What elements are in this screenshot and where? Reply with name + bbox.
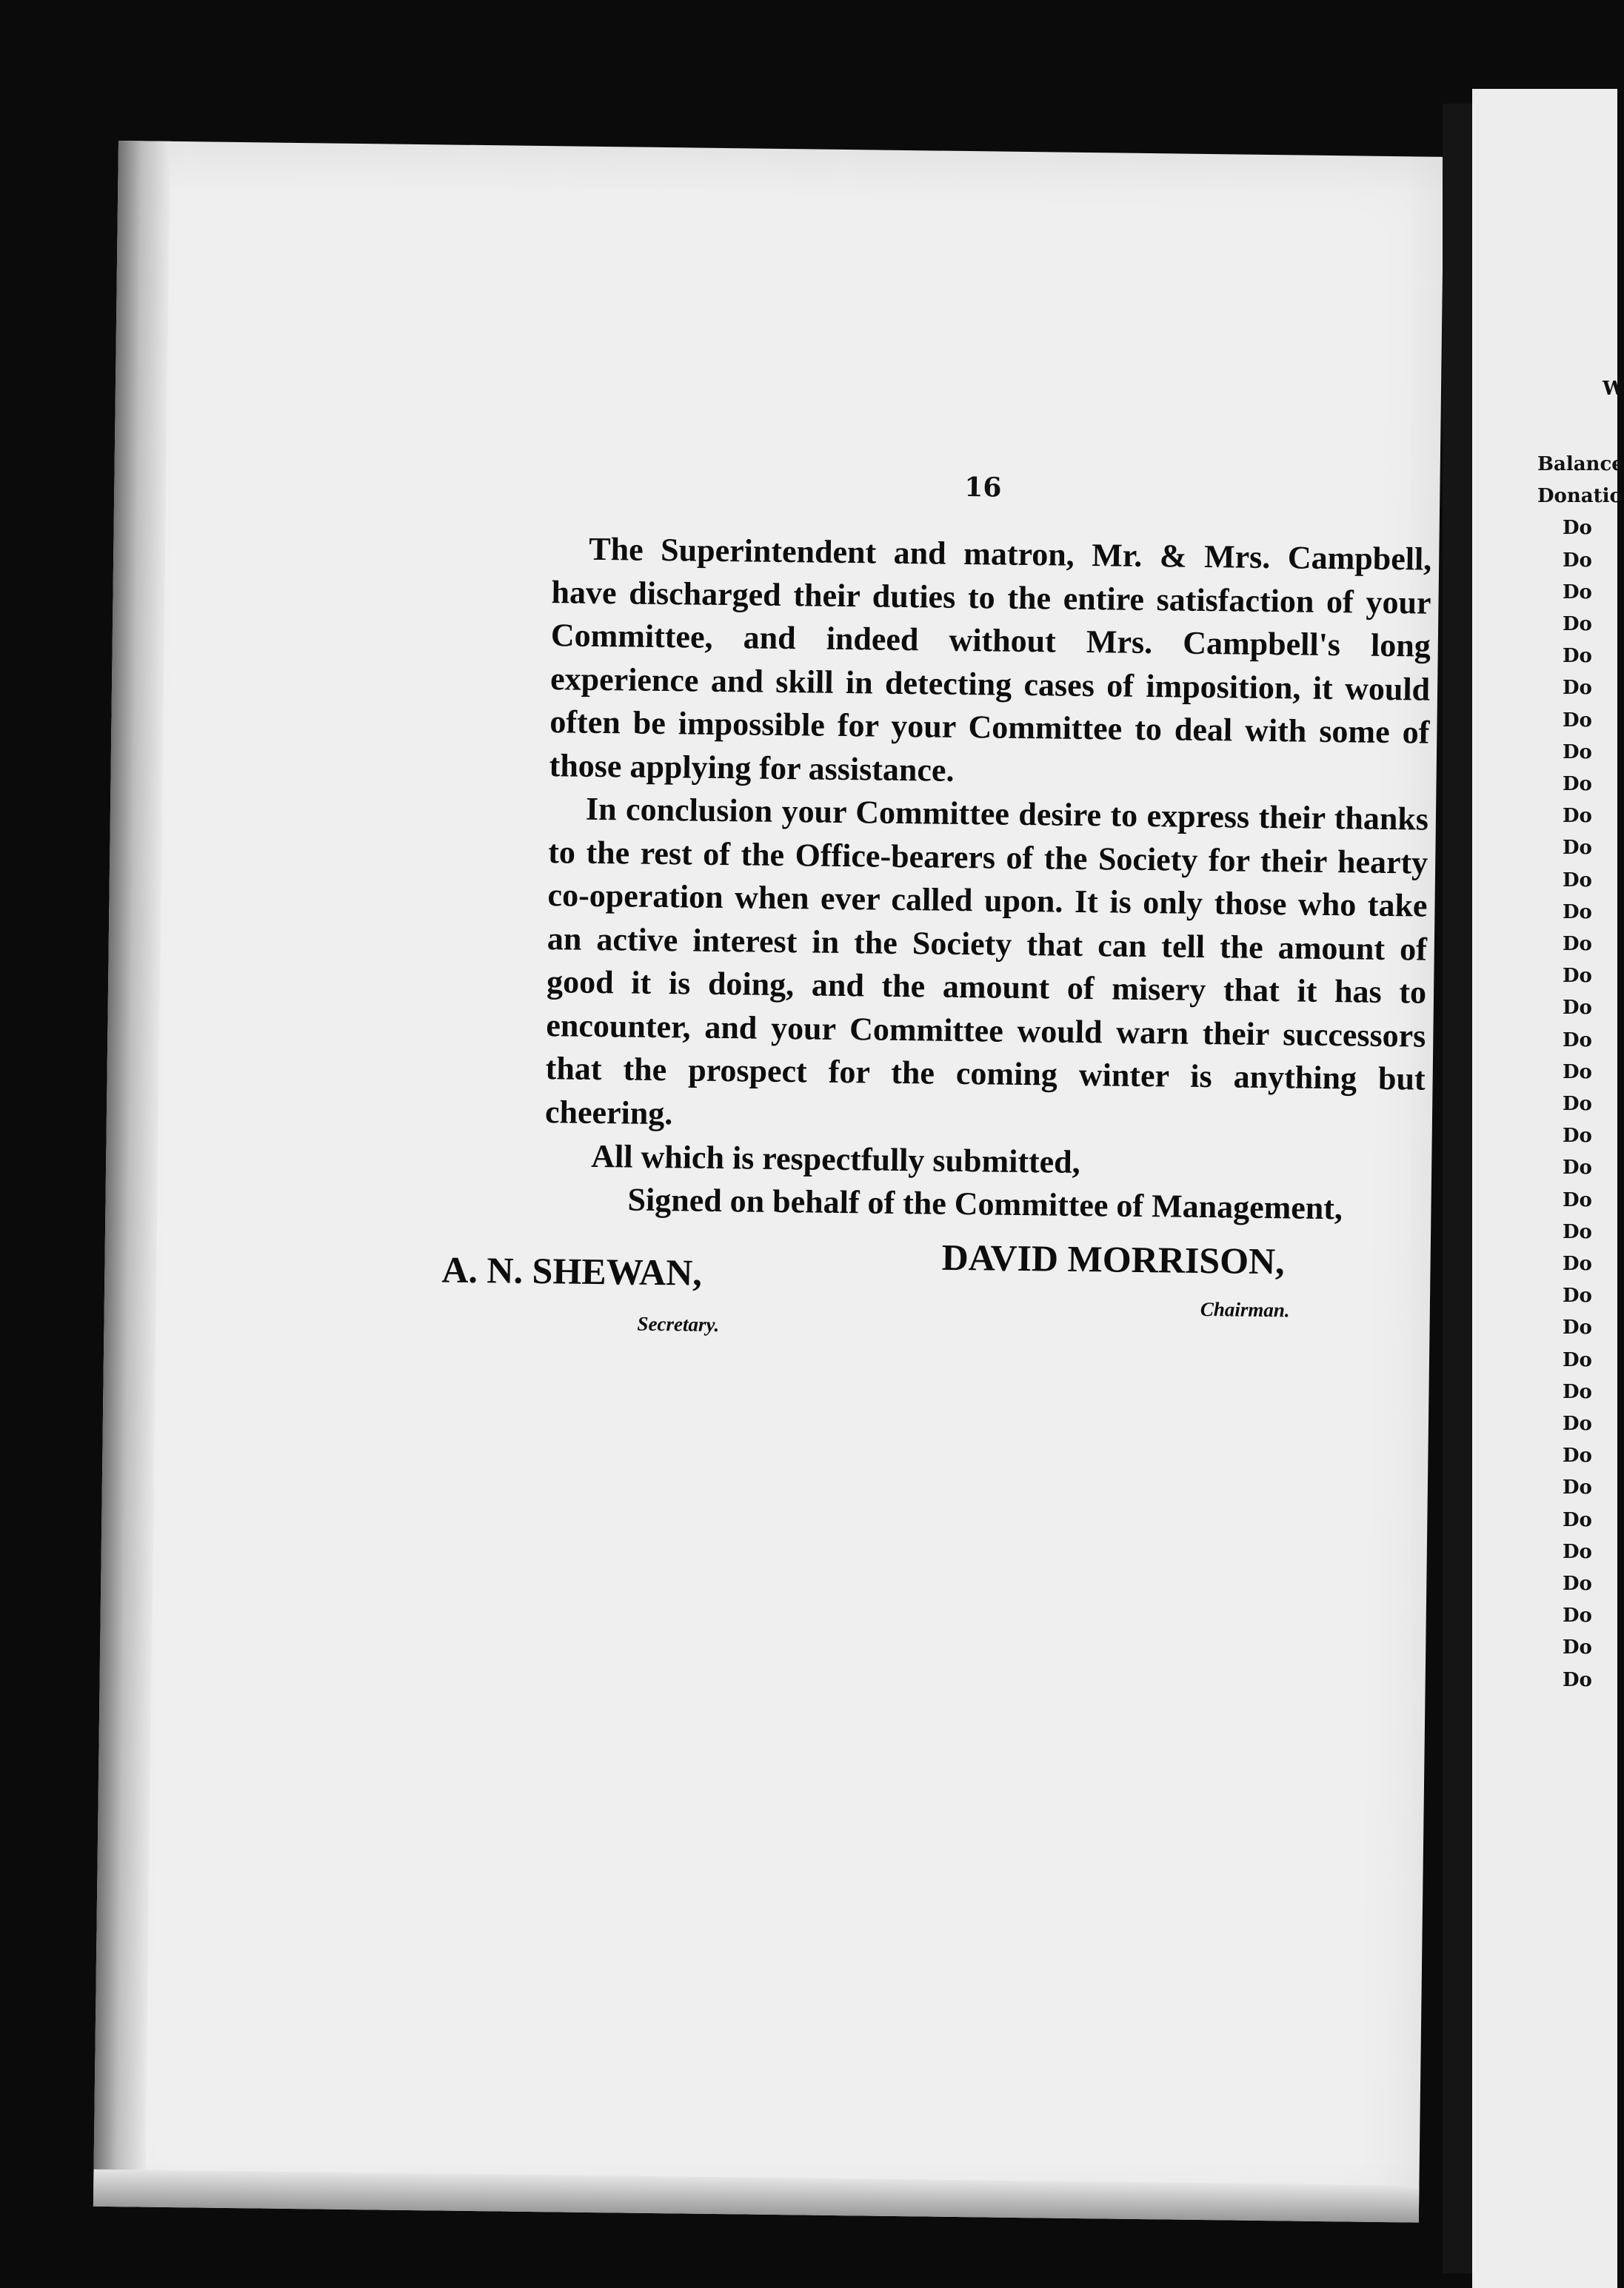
secretary-name: A. N. SHEWAN, (441, 1248, 703, 1294)
facing-ledger-line: Balance (1537, 453, 1624, 475)
facing-ledger-line: Do (1563, 965, 1592, 988)
facing-ledger-line: Do (1563, 1348, 1592, 1371)
facing-ledger-line: Do (1563, 549, 1592, 572)
paragraph-superintendent: The Superintendent and matron, Mr. & Mrs. Campbell, have discharged their duties to the entire satisfaction of your Committee, and indeed without Mrs. Campbell's long experience and skill in detecting cases of imposition, it would often be impossible for your Committee to deal with some of those applying for assistance. (549, 530, 1432, 789)
facing-ledger-line: Do (1563, 1028, 1592, 1051)
facing-ledger-line: Do (1563, 1605, 1592, 1628)
facing-ledger-line: Do (1563, 581, 1592, 603)
facing-ledger-line: Do (1563, 1220, 1592, 1243)
secretary-title: Secretary. (637, 1312, 720, 1337)
chairman-name: DAVID MORRISON, (941, 1236, 1285, 1282)
facing-ledger-line: Do (1563, 933, 1592, 955)
facing-ledger-line: Do (1563, 613, 1592, 635)
facing-ledger-line: Do (1563, 773, 1592, 795)
facing-ledger-line: Do (1563, 1188, 1592, 1211)
closing-line: All which is respectfully submitted, (590, 1137, 1080, 1180)
facing-page (1472, 89, 1624, 2288)
facing-ledger-line: Do (1563, 1636, 1592, 1659)
page-number: 16 (964, 471, 1002, 504)
facing-ledger-line: Do (1563, 677, 1592, 700)
facing-ledger-line: Do (1563, 740, 1592, 763)
facing-ledger-line: Do (1563, 837, 1592, 860)
facing-ledger-line: Do (1563, 1476, 1592, 1499)
signed-line: Signed on behalf of the Committee of Management, (627, 1181, 1343, 1227)
facing-ledger-line: Do (1563, 1380, 1592, 1403)
facing-ledger-line: Do (1563, 1317, 1592, 1339)
report-body (545, 527, 1432, 1144)
facing-ledger-line: Do (1563, 997, 1592, 1020)
facing-ledger-line: Do (1563, 869, 1592, 892)
facing-ledger-line: Do (1563, 1668, 1592, 1691)
facing-ledger-line: Do (1563, 1157, 1592, 1180)
facing-ledger-line: Do (1563, 805, 1592, 828)
facing-ledger-line: Do (1563, 517, 1592, 540)
paragraph-conclusion: In conclusion your Committee desire to express their thanks to the rest of the Office-bearers of the Society for their hearty co-operation when ever called upon. It is only those who take an active interest in the Society that can tell the amount of good it is doing, and the amount of misery that it has to encounter, and your Committee would warn their successors that the prospect for the coming winter is anything but cheering. (544, 790, 1429, 1131)
document-page (93, 141, 1444, 2223)
chairman-title: Chairman. (1200, 1297, 1290, 1322)
facing-ledger-line: Do (1563, 645, 1592, 668)
facing-header-fragment: W (1603, 378, 1624, 400)
facing-ledger-line: Do (1563, 1093, 1592, 1115)
facing-ledger-line: Do (1563, 709, 1592, 732)
facing-ledger-line: Do (1563, 1060, 1592, 1083)
book-spine (1443, 104, 1472, 2273)
facing-ledger-line: Do (1563, 1540, 1592, 1563)
facing-ledger-line: Do (1563, 1508, 1592, 1531)
facing-ledger-line: Donatio (1537, 485, 1623, 508)
facing-ledger-line: Do (1563, 1285, 1592, 1308)
facing-ledger-line: Do (1563, 1573, 1592, 1595)
facing-ledger-line: Do (1563, 1445, 1592, 1468)
facing-ledger-line: Do (1563, 1413, 1592, 1435)
facing-ledger-line: Do (1563, 1125, 1592, 1148)
facing-ledger-line: Do (1563, 900, 1592, 923)
facing-ledger-line: Do (1563, 1253, 1592, 1275)
